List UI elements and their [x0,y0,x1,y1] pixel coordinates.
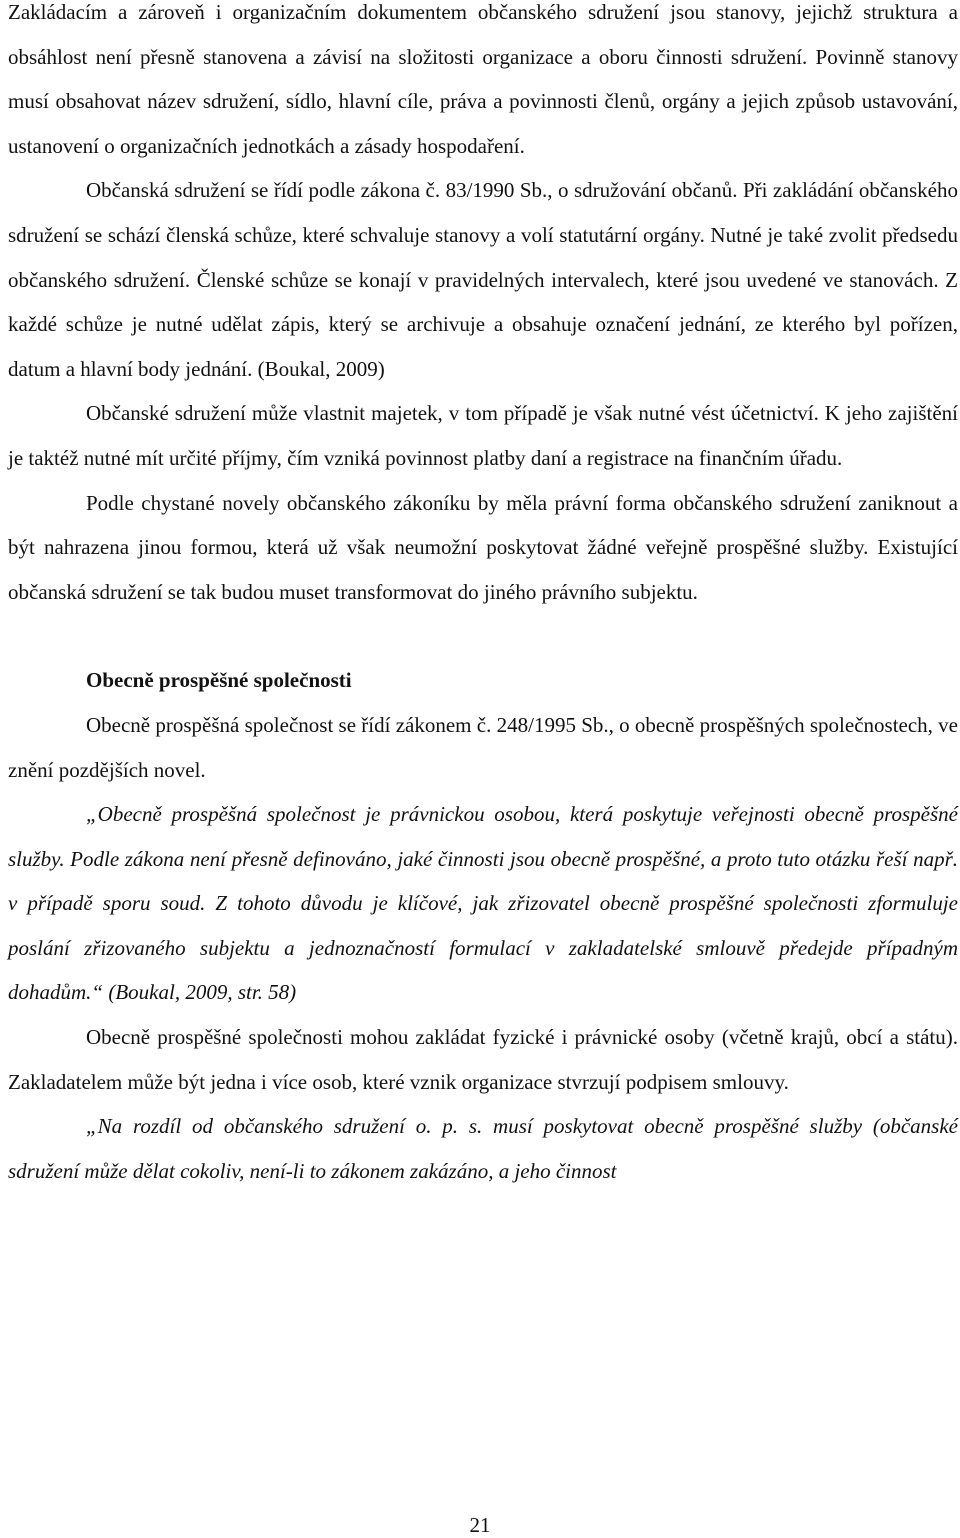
paragraph-ops-law: Obecně prospěšná společnost se řídí zákonem č. 248/1995 Sb., o obecně prospěšných společnostech, ve znění pozdějších novel. [8,712,958,782]
paragraph-civil-code-amendment: Podle chystané novely občanského zákoníku by měla právní forma občanského sdružení zaniknout a být nahrazena jinou formou, která už však neumožní poskytovat žádné veřejně prospěšné služby. Existující občanská sdružení se tak budou muset transformovat do jiného právního subjektu. [8,490,958,604]
paragraph-ops-founders: Obecně prospěšné společnosti mohou zakládat fyzické i právnické osoby (včetně krajů, obcí a státu). Zakladatelem může být jedna i více osob, které vznik organizace stvrzují podpisem smlouvy. [8,1025,958,1094]
quote-ops-difference: „Na rozdíl od občanského sdružení o. p. s. musí poskytovat obecně prospěšné služby (občanské sdružení může dělat cokoliv, není-li to zákonem zakázáno, a jeho činnost [8,1114,958,1183]
document-page [8,0,958,1538]
page-number: 21 [469,1513,491,1537]
paragraph-civic-association-law: Občanská sdružení se řídí podle zákona č. 83/1990 Sb., o sdružování občanů. Při zakládání občanského sdružení se schází členská schůze, které schvaluje stanovy a volí statutární orgány. Nutné je také zvolit předsedu občanského sdružení. Členské schůze se konají v pravidelných intervalech, které jsou uvedené ve stanovách. Z každé schůze je nutné udělat zápis, který se archivuje a obsahuje označení jednání, ze kterého byl pořízen, datum a hlavní body jednání. (Boukal, 2009) [8,178,958,381]
section-heading: Obecně prospěšné společnosti [86,668,352,693]
quote-ops-definition: „Obecně prospěšná společnost je právnickou osobou, která poskytuje veřejnosti obecně prospěšné služby. Podle zákona není přesně definováno, jaké činnosti jsou obecně prospěšné, a proto tuto otázku řeší např. v případě sporu soud. Z tohoto důvodu je klíčové, jak zřizovatel obecně prospěšné společnosti zformuluje poslání zřizovaného subjektu a jednoznačností formulací v zakladatelské smlouvě předejde případným dohadům.“ (Boukal, 2009, str. 58) [8,802,958,1005]
paragraph-property-accounting: Občanské sdružení může vlastnit majetek, v tom případě je však nutné vést účetnictví. K jeho zajištění je taktéž nutné mít určité příjmy, čím vzniká povinnost platby daní a registrace na finančním úřadu. [8,401,958,470]
paragraph-founding-document: Zakládacím a zároveň i organizačním dokumentem občanského sdružení jsou stanovy, jejichž struktura a obsáhlost není přesně stanovena a závisí na složitosti organizace a oboru činnosti sdružení. Povinně stanovy musí obsahovat název sdružení, sídlo, hlavní cíle, práva a povinnosti členů, orgány a jejich způsob ustavování, ustanovení o organizačních jednotkách a zásady hospodaření. [8,0,958,158]
